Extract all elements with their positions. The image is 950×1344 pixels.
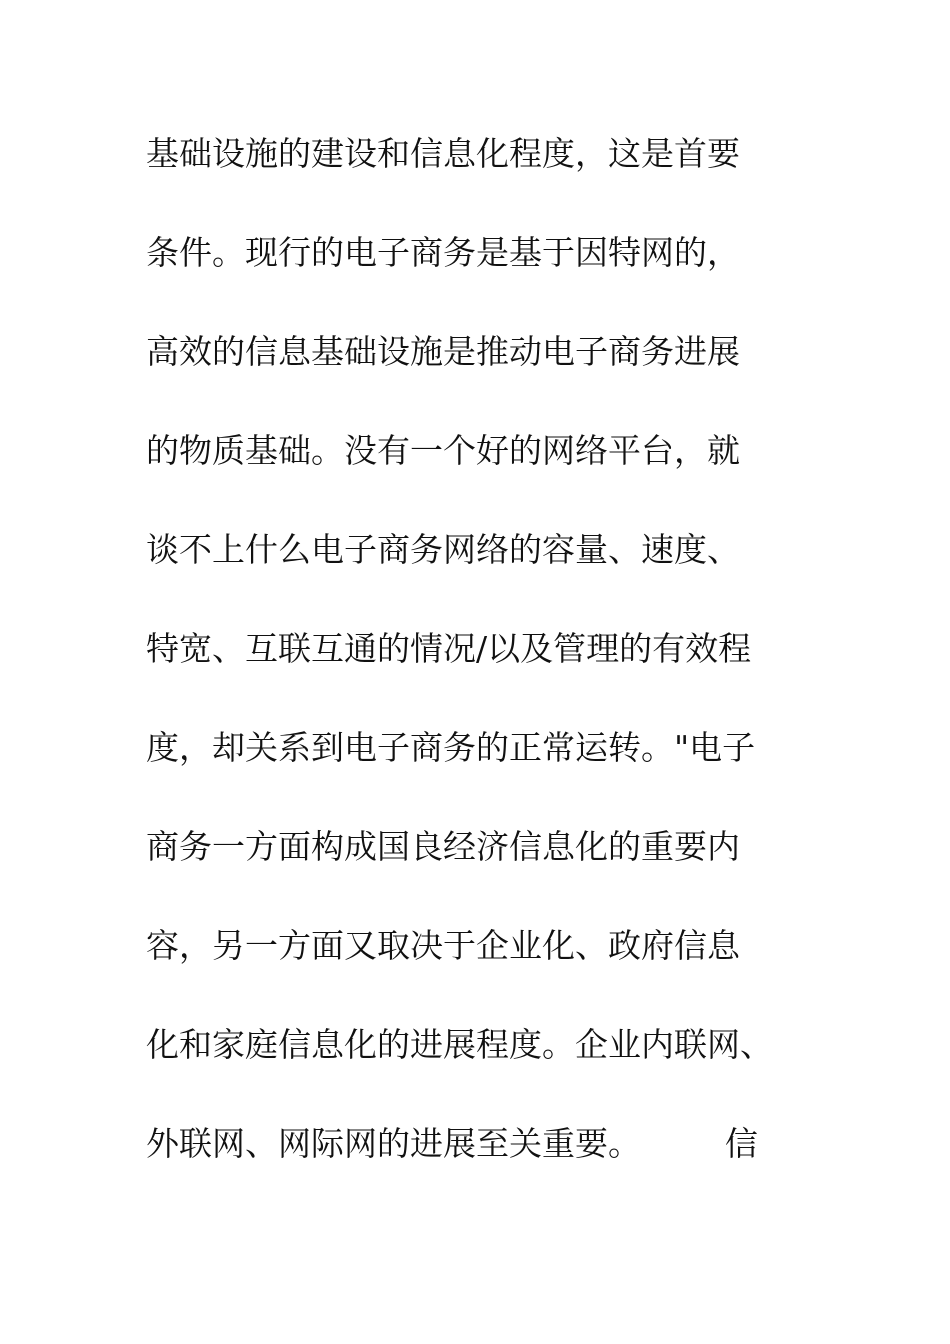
text-line: 基础设施的建设和信息化程度，这是首要 xyxy=(146,134,740,173)
text-line: 谈不上什么电子商务网络的容量、速度、 xyxy=(146,530,740,569)
text-line: 度，却关系到电子商务的正常运转。"电子 xyxy=(146,728,756,767)
text-line: 商务一方面构成国良经济信息化的重要内 xyxy=(146,827,740,866)
text-line: 特宽、互联互通的情况/以及管理的有效程 xyxy=(146,629,752,668)
text-line: 条件。现行的电子商务是基于因特网的， xyxy=(146,233,740,272)
text-line: 的物质基础。没有一个好的网络平台，就 xyxy=(146,431,740,470)
text-line: 容，另一方面又取决于企业化、政府信息 xyxy=(146,926,740,965)
text-line: 高效的信息基础设施是推动电子商务进展 xyxy=(146,332,740,371)
text-line: 外联网、网际网的进展至关重要。 信 xyxy=(146,1124,758,1163)
text-line: 化和家庭信息化的进展程度。企业内联网、 xyxy=(146,1025,773,1064)
